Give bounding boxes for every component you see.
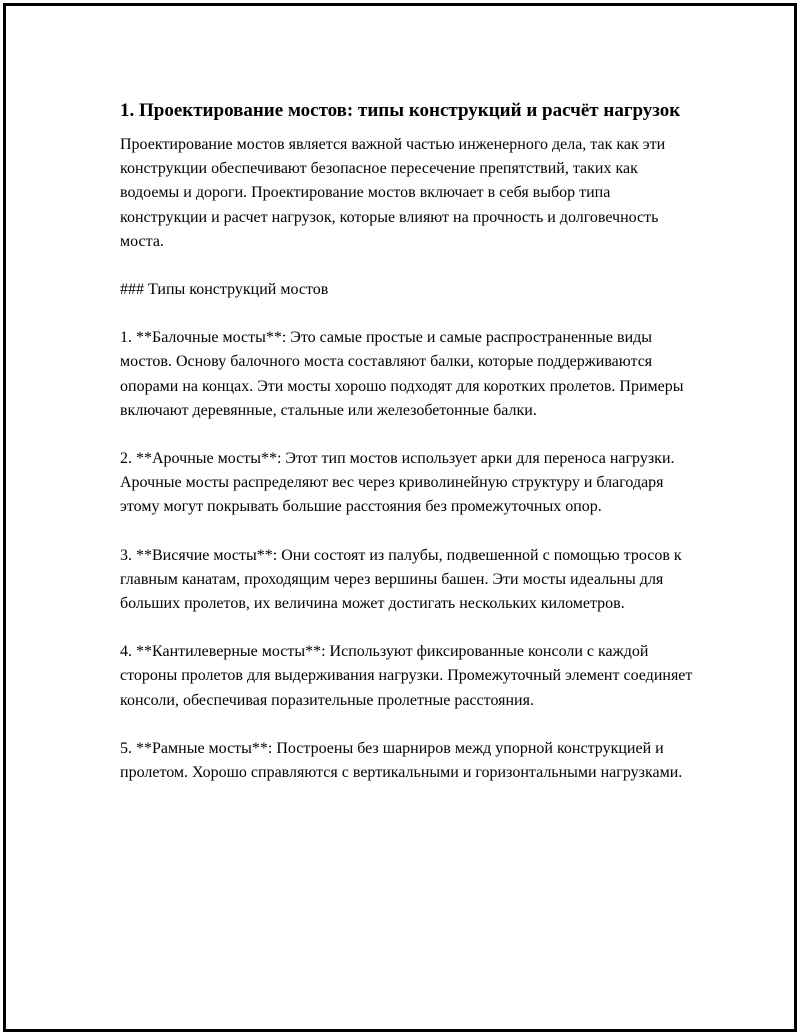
list-item-beam-bridges: 1. **Балочные мосты**: Это самые простые и самые распространенные виды мостов. Основу балочного моста составляют балки, которые поддерживаются опорами на концах. Эти мосты хорошо подходят для коротких пролетов. Примеры включают деревянные, стальные или железобетонные балки. bbox=[120, 329, 684, 419]
page-frame bbox=[3, 3, 797, 1032]
list-item-cantilever-bridges: 4. **Кантилеверные мосты**: Используют фиксированные консоли с каждой стороны пролетов для выдерживания нагрузки. Промежуточный элемент соединяет консоли, обеспечивая поразительные пролетные расстояния. bbox=[120, 643, 693, 709]
document-body bbox=[120, 98, 700, 809]
list-item-frame-bridges: 5. **Рамные мосты**: Построены без шарниров межд упорной конструкцией и пролетом. Хорошо справляются с вертикальными и горизонтальными нагрузками. bbox=[120, 739, 683, 782]
intro-paragraph: Проектирование мостов является важной частью инженерного дела, так как эти конструкции обеспечивают безопасное пересечение препятствий, таких как водоемы и дороги. Проектирование мостов включает в себя выбор типа конструкции и расчет нагрузок, которые влияют на прочность и долговечность моста. bbox=[120, 136, 666, 250]
section-heading: ### Типы конструкций мостов bbox=[120, 281, 329, 299]
list-item-arch-bridges: 2. **Арочные мосты**: Этот тип мостов использует арки для переноса нагрузки. Арочные мосты распределяют вес через криволинейную структуру и благодаря этому могут покрывать большие расстояния без промежуточных опор. bbox=[120, 450, 675, 516]
list-item-suspension-bridges: 3. **Висячие мосты**: Они состоят из палубы, подвешенной с помощью тросов к главным канатам, проходящим через вершины башен. Эти мосты идеальны для больших пролетов, их величина может достигать нескольких километров. bbox=[120, 546, 682, 613]
document-title: 1. Проектирование мостов: типы конструкций и расчёт нагрузок bbox=[120, 100, 681, 121]
